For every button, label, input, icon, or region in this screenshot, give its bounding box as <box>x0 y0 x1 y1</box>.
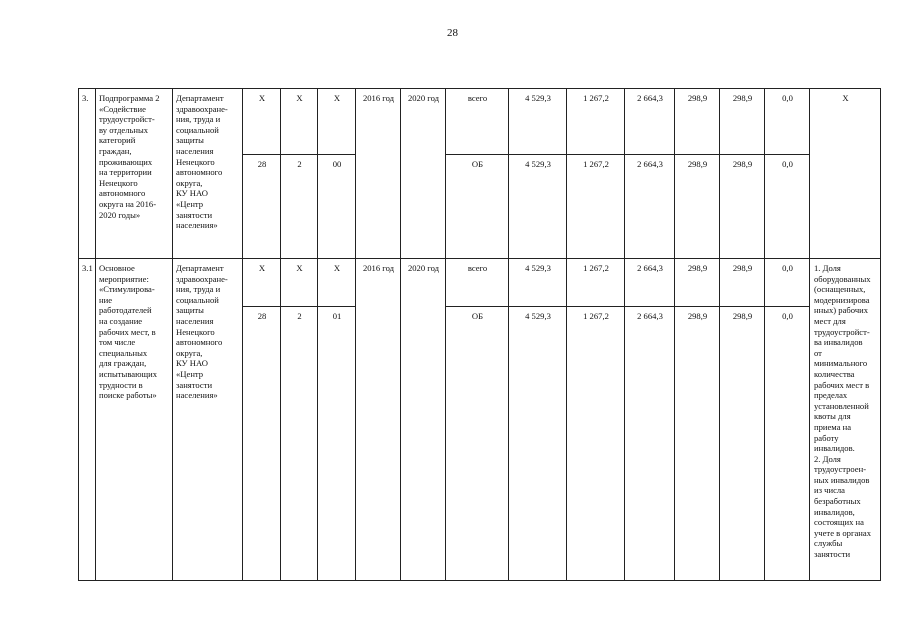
value-cell: 298,9 <box>675 89 720 155</box>
indicator-cell: 1. Доля оборудованных (оснащенных, модернизирова нных) рабочих мест для трудоустройст- ва инвалидов от минимального количества рабочих мест в пределах установленной квоты для приема на работу инвалидов. 2. Доля трудоустроен- ных инвалидов из числа безработных инвалидов, состоящих на учете в органах службы занятости <box>810 259 881 581</box>
value-cell: 1 267,2 <box>567 89 625 155</box>
value-cell: 298,9 <box>720 89 765 155</box>
table-row <box>79 89 881 155</box>
value-cell: 0,0 <box>765 259 810 307</box>
end-year: 2020 год <box>401 89 446 259</box>
code-cell: 28 <box>243 155 281 259</box>
value-cell: 298,9 <box>675 307 720 581</box>
value-cell: 2 664,3 <box>625 89 675 155</box>
code-cell: X <box>318 259 356 307</box>
page-number: 28 <box>447 27 458 39</box>
value-cell: 298,9 <box>720 155 765 259</box>
row-department: Департамент здравоохране- ния, труда и социальной защиты населения Ненецкого автономного округа, КУ НАО «Центр занятости населения» <box>173 259 243 581</box>
end-year: 2020 год <box>401 259 446 581</box>
value-cell: 298,9 <box>720 307 765 581</box>
code-cell: X <box>281 259 318 307</box>
value-cell: 298,9 <box>675 259 720 307</box>
code-cell: 2 <box>281 155 318 259</box>
start-year: 2016 год <box>356 89 401 259</box>
value-cell: 2 664,3 <box>625 307 675 581</box>
row-name: Подпрограмма 2 «Содействие трудоустройст- ву отдельных категорий граждан, проживающих на территории Ненецкого автономного округа на 2016- 2020 годы» <box>96 89 173 259</box>
value-cell: 4 529,3 <box>509 155 567 259</box>
value-cell: 1 267,2 <box>567 259 625 307</box>
row-number: 3. <box>79 89 96 259</box>
value-cell: 2 664,3 <box>625 155 675 259</box>
code-cell: X <box>243 259 281 307</box>
value-cell: 4 529,3 <box>509 259 567 307</box>
row-number: 3.1 <box>79 259 96 581</box>
start-year: 2016 год <box>356 259 401 581</box>
row-department: Департамент здравоохране- ния, труда и социальной защиты населения Ненецкого автономного округа, КУ НАО «Центр занятости населения» <box>173 89 243 259</box>
table-row <box>79 259 881 307</box>
code-cell: 28 <box>243 307 281 581</box>
code-cell: 00 <box>318 155 356 259</box>
code-cell: X <box>281 89 318 155</box>
value-cell: 0,0 <box>765 307 810 581</box>
program-table <box>78 88 881 581</box>
indicator-cell: X <box>810 89 881 259</box>
value-cell: 298,9 <box>675 155 720 259</box>
code-cell: X <box>243 89 281 155</box>
value-cell: 4 529,3 <box>509 89 567 155</box>
funding-source: всего <box>446 89 509 155</box>
code-cell: 01 <box>318 307 356 581</box>
funding-source: ОБ <box>446 307 509 581</box>
funding-source: всего <box>446 259 509 307</box>
value-cell: 298,9 <box>720 259 765 307</box>
code-cell: X <box>318 89 356 155</box>
value-cell: 4 529,3 <box>509 307 567 581</box>
value-cell: 0,0 <box>765 89 810 155</box>
code-cell: 2 <box>281 307 318 581</box>
funding-source: ОБ <box>446 155 509 259</box>
value-cell: 1 267,2 <box>567 307 625 581</box>
row-name: Основное мероприятие: «Стимулирова- ние работодателей на создание рабочих мест, в том числе специальных для граждан, испытывающих трудности в поиске работы» <box>96 259 173 581</box>
value-cell: 0,0 <box>765 155 810 259</box>
value-cell: 2 664,3 <box>625 259 675 307</box>
value-cell: 1 267,2 <box>567 155 625 259</box>
